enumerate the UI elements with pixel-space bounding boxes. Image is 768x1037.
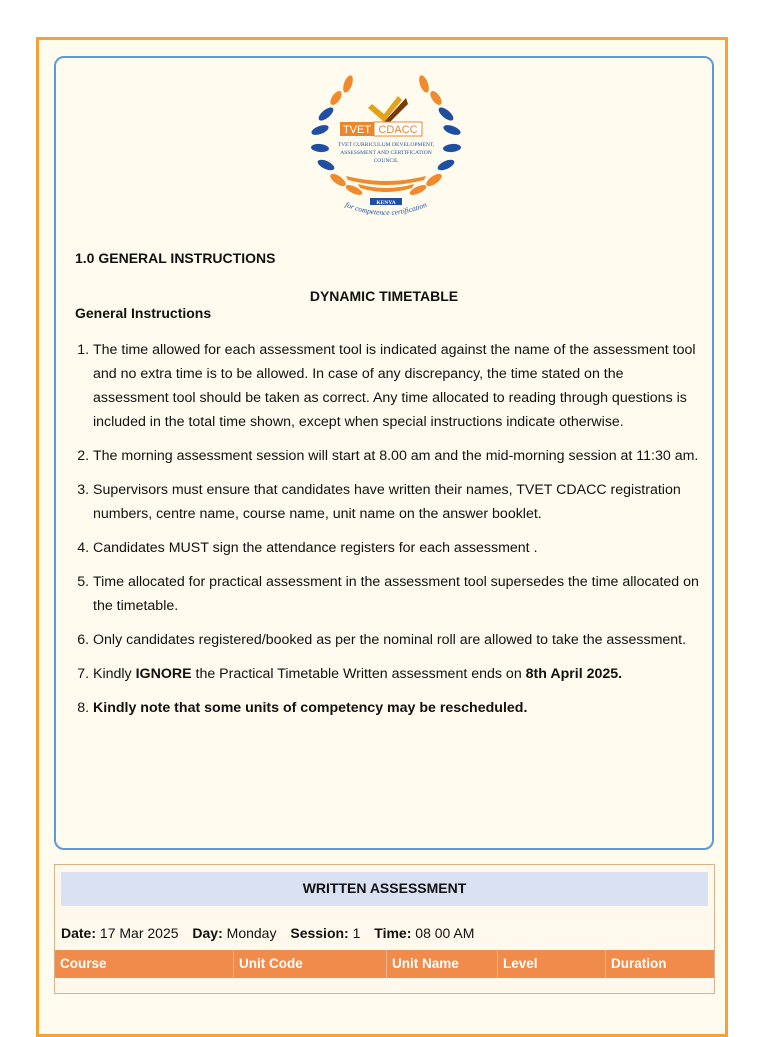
instruction-list (76, 338, 703, 730)
logo-org-line2: ASSESSMENT AND CERTIFICATION (340, 150, 432, 156)
instruction-text: Kindly (93, 666, 136, 682)
tvet-cdacc-logo (306, 70, 466, 230)
time-label: Time: (374, 925, 412, 941)
written-assessment-title: WRITTEN ASSESSMENT (61, 872, 708, 906)
section-heading: 1.0 GENERAL INSTRUCTIONS (75, 250, 276, 266)
instruction-item: 3. Supervisors must ensure that candidates have written their names, TVET CDACC registration numbers, centre name, course name, unit name on the answer booklet. (93, 478, 703, 526)
session-meta (61, 925, 474, 941)
column-header-level: Level (498, 950, 606, 978)
logo-motto: for competence certification (344, 199, 428, 218)
instruction-item: 1. The time allowed for each assessment tool is indicated against the name of the assessment tool and no extra time is to be allowed. In case of any discrepancy, the time stated on the assessment tool should be taken as correct. Any time allocated to reading through questions is included in the total time shown, except when special instructions indicate otherwise. (93, 338, 703, 434)
instruction-item (93, 662, 703, 686)
column-header-unit-name: Unit Name (387, 950, 498, 978)
written-assessment-section (54, 864, 715, 994)
subheading: General Instructions (75, 305, 212, 321)
day-value: Monday (226, 925, 277, 941)
instruction-emphasis: Kindly note that some units of competency may be rescheduled. (93, 700, 528, 716)
instruction-item: 6. Only candidates registered/booked as per the nominal roll are allowed to take the assessment. (93, 628, 703, 652)
logo-org-line1: TVET CURRICULUM DEVELOPMENT, (337, 142, 435, 148)
date-label: Date: (61, 925, 97, 941)
instruction-emphasis: 8th April 2025. (525, 666, 623, 682)
instruction-item (93, 696, 703, 720)
logo-acronym-left: TVET (342, 124, 372, 136)
column-header-unit-code: Unit Code (234, 950, 387, 978)
logo-org-line3: COUNCIL (373, 158, 399, 164)
column-header-duration: Duration (611, 956, 667, 971)
date-value: 17 Mar 2025 (99, 925, 179, 941)
day-label: Day: (192, 925, 223, 941)
logo-acronym-right: CDACC (378, 124, 418, 136)
instruction-emphasis: IGNORE (135, 666, 192, 682)
table-header (55, 950, 714, 978)
session-value: 1 (352, 925, 361, 941)
instruction-item: 2. The morning assessment session will start at 8.00 am and the mid-morning session at 11:30 am. (93, 444, 703, 468)
page-heading: DYNAMIC TIMETABLE (309, 288, 459, 304)
instruction-item: 4. Candidates MUST sign the attendance registers for each assessment . (93, 536, 703, 560)
instruction-text: the Practical Timetable Written assessment ends on (191, 666, 526, 682)
session-label: Session: (290, 925, 349, 941)
logo-country: KENYA (376, 200, 396, 206)
instruction-item: 5. Time allocated for practical assessment in the assessment tool supersedes the time allocated on the timetable. (93, 570, 703, 618)
column-header-course: Course (55, 950, 234, 978)
time-value: 08 00 AM (415, 925, 475, 941)
